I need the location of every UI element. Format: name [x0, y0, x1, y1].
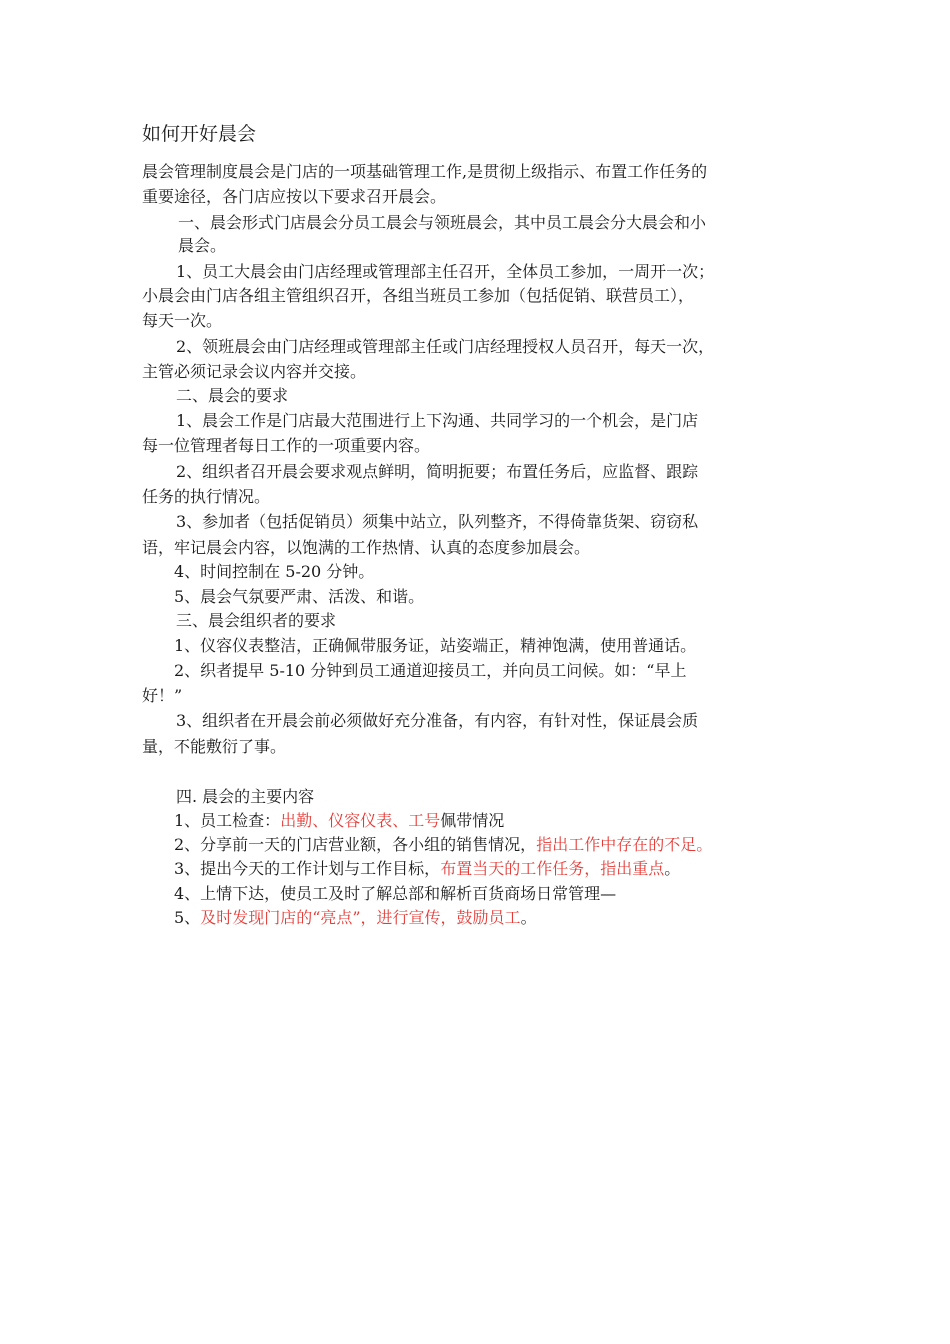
- section2-item1-line-2: 每一位管理者每日工作的一项重要内容。: [142, 436, 431, 455]
- section3-item2-line-2: 好！”: [142, 686, 183, 705]
- section2-item3-line-2: 语，牢记晨会内容，以饱满的工作热情、认真的态度参加晨会。: [142, 538, 591, 557]
- section3-item1: 1、仪容仪表整洁，正确佩带服务证，站姿端正，精神饱满，使用普通话。: [174, 636, 697, 655]
- section3-item3-line-2: 量，不能敷衍了事。: [142, 737, 287, 756]
- section4-item2-prefix: 2、分享前一天的门店营业额，各小组的销售情况，: [174, 835, 537, 854]
- section2-item5: 5、晨会气氛要严肃、活泼、和谐。: [174, 587, 425, 606]
- section1-item2-line-2: 主管必须记录会议内容并交接。: [142, 362, 367, 381]
- section1-item1-line-1: 1、员工大晨会由门店经理或管理部主任召开，全体员工参加，一周开一次；: [176, 262, 715, 281]
- section4-item1: [174, 810, 504, 832]
- section4-item5-suffix: 。: [520, 908, 537, 927]
- section2-item2-line-1: 2、组织者召开晨会要求观点鲜明，简明扼要；布置任务后，应监督、跟踪: [176, 462, 699, 481]
- section4-item2: [174, 834, 712, 856]
- section2-item3-line-1: 3、参加者（包括促销员）须集中站立，队列整齐，不得倚靠货架、窃窃私: [176, 512, 699, 531]
- section1-item1-line-2: 小晨会由门店各组主管组织召开，各组当班员工参加（包括促销、联营员工），: [142, 286, 695, 305]
- section4-item3-prefix: 3、提出今天的工作计划与工作目标，: [174, 859, 441, 878]
- section1-heading-line-2: 晨会。: [178, 236, 227, 255]
- section4-item1-suffix: 佩带情况: [440, 811, 505, 830]
- section4-heading: 四. 晨会的主要内容: [176, 787, 315, 806]
- section4-item1-prefix: 1、员工检查：: [174, 811, 281, 830]
- document-title: 如何开好晨会: [142, 123, 257, 145]
- section1-heading-line-1: 一、晨会形式门店晨会分员工晨会与领班晨会，其中员工晨会分大晨会和小: [178, 213, 707, 232]
- section2-item4: 4、时间控制在 5-20 分钟。: [174, 562, 375, 581]
- section4-item1-highlight: 出勤、仪容仪表、工号: [280, 811, 441, 830]
- section1-item2-line-1: 2、领班晨会由门店经理或管理部主任或门店经理授权人员召开，每天一次，: [176, 337, 715, 356]
- section4-item5-highlight: 及时发现门店的“亮点”，进行宣传，鼓励员工: [200, 908, 521, 927]
- section4-item3-highlight: 布置当天的工作任务，指出重点: [440, 859, 665, 878]
- intro-line-1: 晨会管理制度晨会是门店的一项基础管理工作,是贯彻上级指示、布置工作任务的: [142, 162, 708, 181]
- section1-item1-line-3: 每天一次。: [142, 311, 223, 330]
- intro-line-2: 重要途径，各门店应按以下要求召开晨会。: [142, 187, 447, 206]
- section4-item2-highlight: 指出工作中存在的不足。: [536, 835, 713, 854]
- section2-item2-line-2: 任务的执行情况。: [142, 487, 271, 506]
- section4-item3-suffix: 。: [664, 859, 681, 878]
- section3-item2-line-1: 2、织者提早 5-10 分钟到员工通道迎接员工，并向员工问候。如：“早上: [174, 661, 687, 680]
- section2-heading: 二、晨会的要求: [176, 386, 289, 405]
- section4-item3: [174, 858, 680, 880]
- section2-item1-line-1: 1、晨会工作是门店最大范围进行上下沟通、共同学习的一个机会，是门店: [176, 411, 699, 430]
- section3-heading: 三、晨会组织者的要求: [176, 611, 337, 630]
- section4-item5-prefix: 5、: [174, 908, 201, 927]
- section3-item3-line-1: 3、组织者在开晨会前必须做好充分准备，有内容，有针对性，保证晨会质: [176, 711, 699, 730]
- section4-item4: 4、上情下达，使员工及时了解总部和解析百货商场日常管理—: [174, 884, 617, 903]
- section4-item5: [174, 907, 537, 929]
